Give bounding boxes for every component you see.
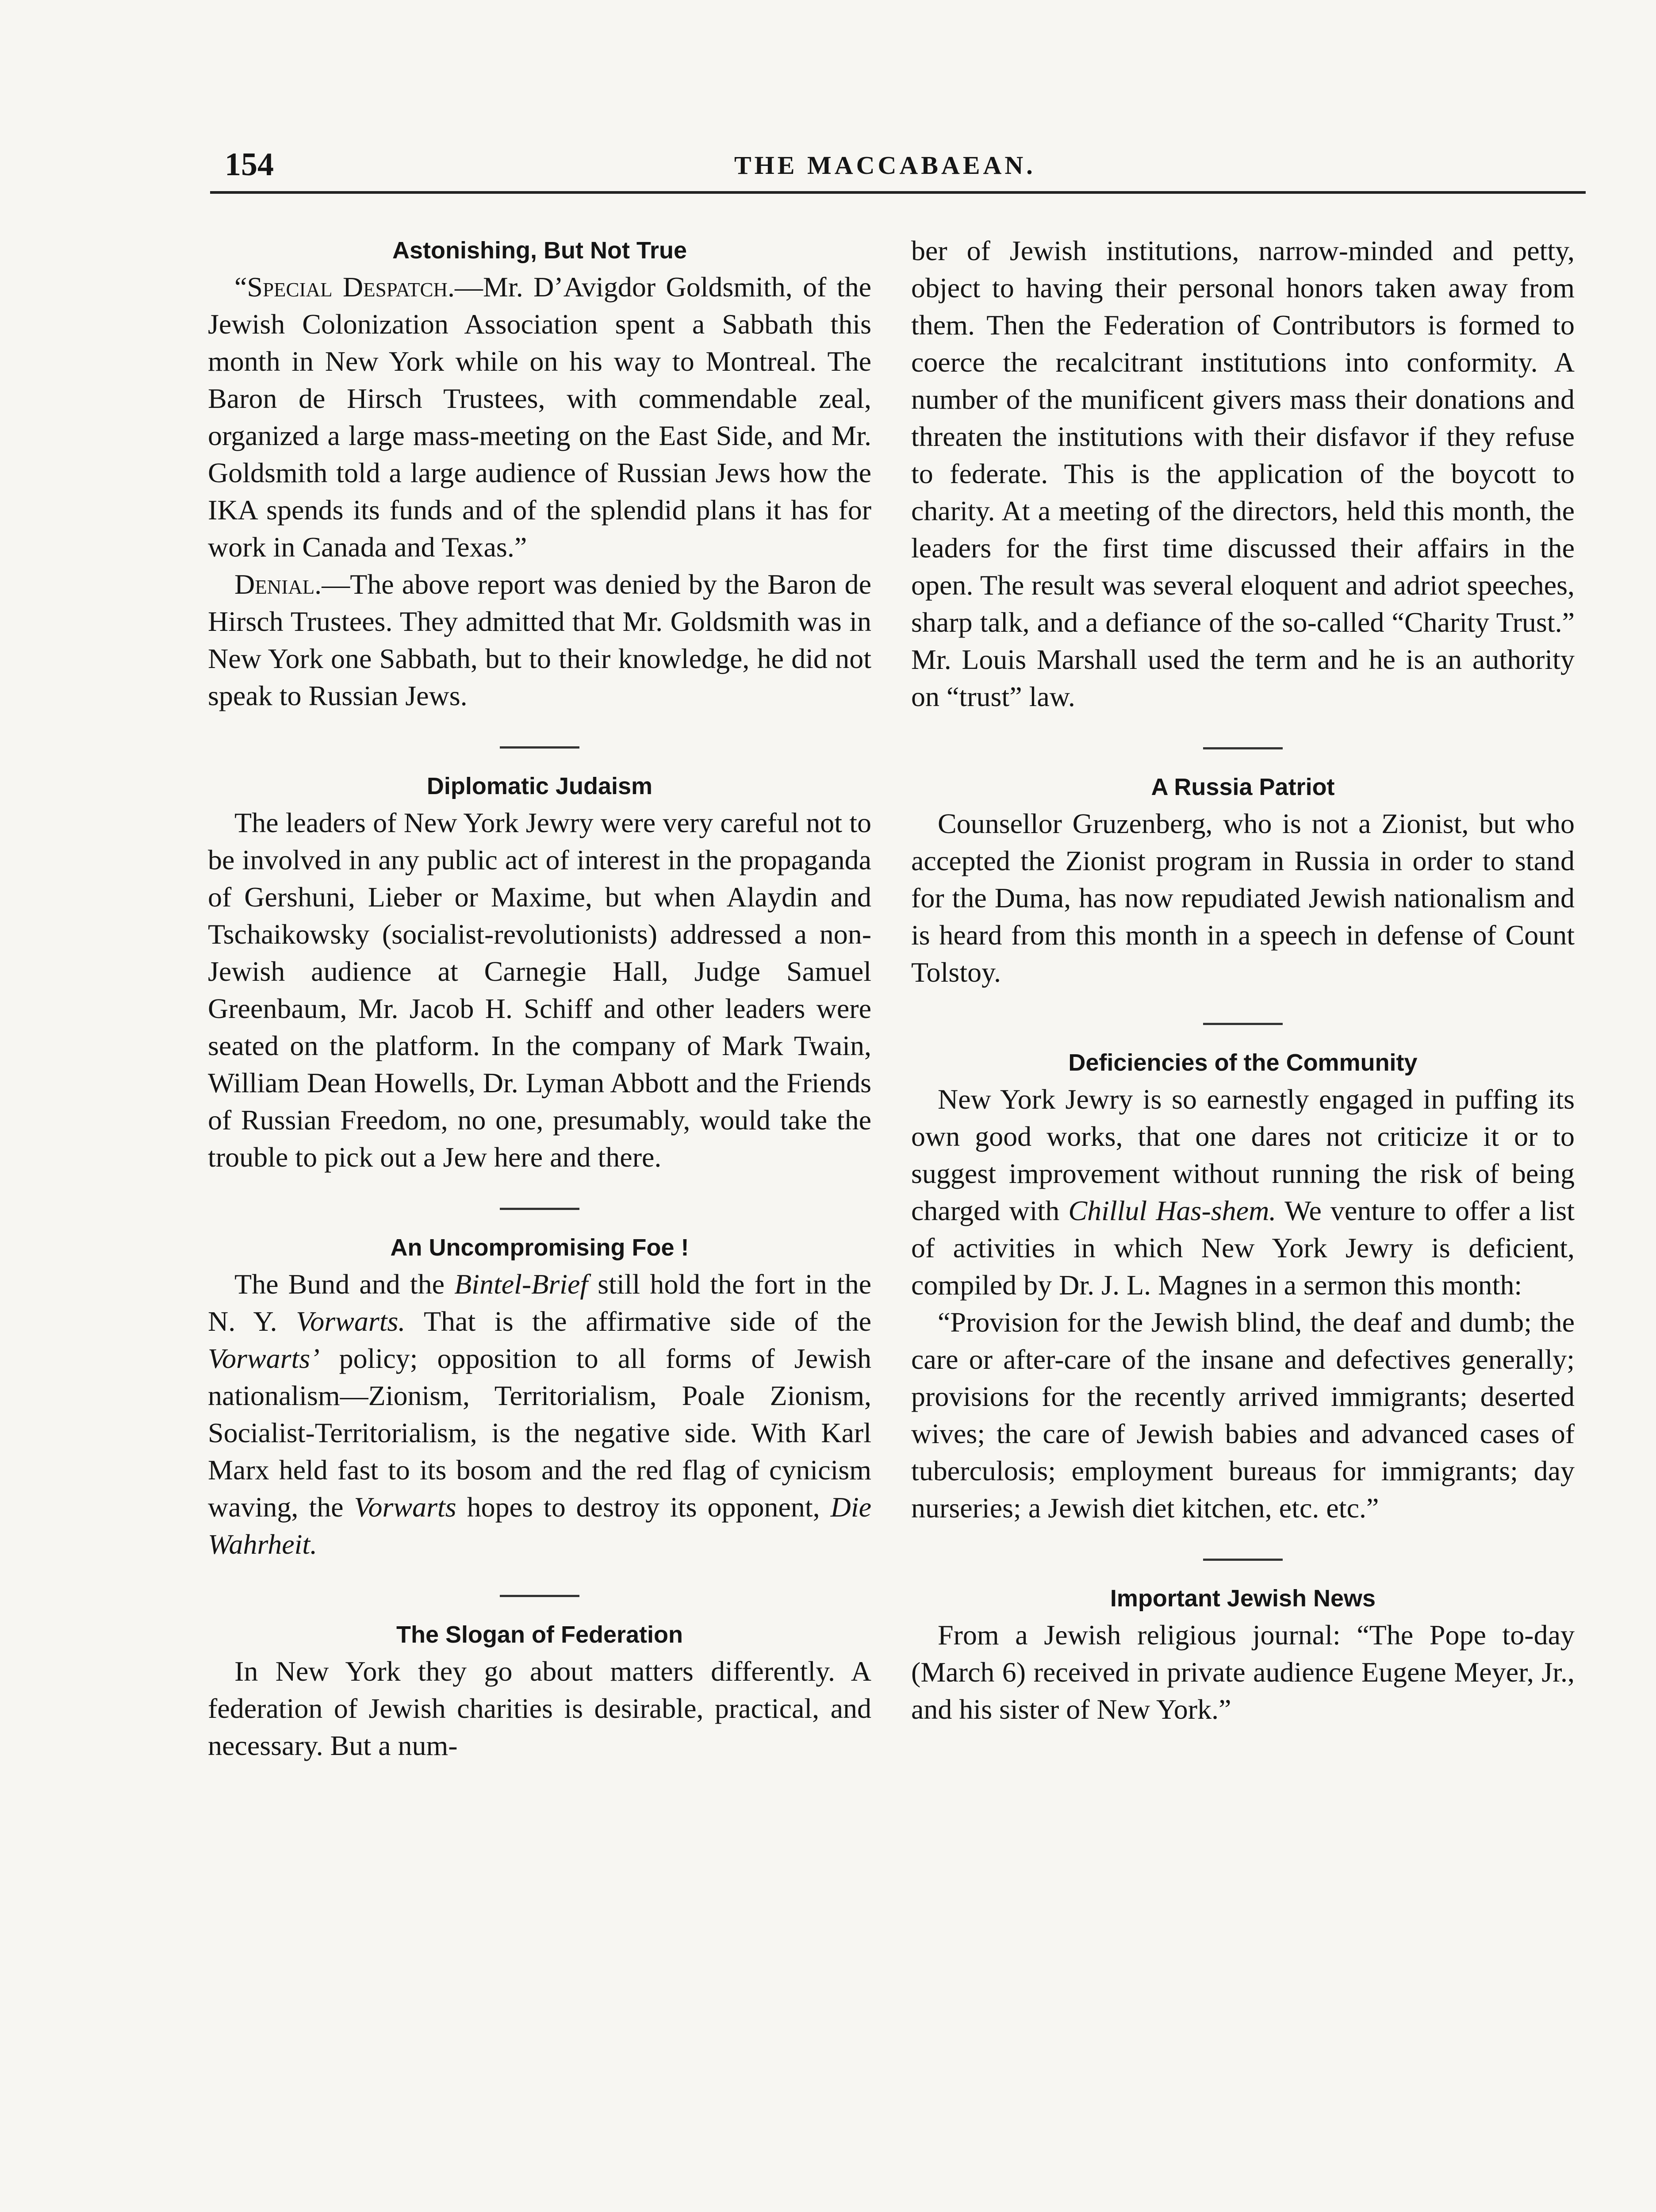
section-divider [500, 1595, 579, 1597]
italic-run: Die Wahrheit. [208, 1491, 872, 1560]
section-divider [500, 1208, 579, 1210]
paragraph-text: Counsellor Gruzenberg, who is not a Zionist, but who accepted the Zionist program in Russia in order to stand for the Duma, has now repudiated Jewish nationalism and is heard from this month in a speech in defense of Count Tolstoy. [911, 808, 1575, 988]
article-title: An Uncompromising Foe ! [390, 1234, 689, 1261]
special-despatch-label: Special Despatch. [247, 271, 455, 303]
paragraph [208, 269, 871, 566]
article-foe [208, 1229, 871, 1563]
paragraph-text: In New York they go about matters differently. A federation of Jewish charities is desirable, practical, and necessary. But a num- [208, 1655, 871, 1761]
article-deficiencies [911, 1045, 1575, 1527]
section-divider [1203, 1023, 1283, 1025]
text-run: That is the affirmative side of the [405, 1306, 872, 1337]
header-rule [210, 191, 1586, 194]
paragraph [208, 566, 871, 714]
article-important [911, 1580, 1575, 1728]
section-divider [1203, 747, 1283, 749]
paragraph [208, 1266, 871, 1563]
article-title: Deficiencies of the Community [1068, 1049, 1418, 1076]
right-column [911, 232, 1575, 1728]
text-run: The Bund and the [234, 1268, 455, 1300]
left-column [208, 232, 871, 1764]
article-title: The Slogan of Federation [396, 1621, 683, 1648]
italic-run: Vorwarts [354, 1491, 456, 1523]
article-title: Important Jewish News [1110, 1585, 1376, 1612]
section-divider [1203, 1559, 1283, 1561]
denial-label: Denial. [234, 568, 322, 600]
italic-run: Vorwarts. [296, 1306, 406, 1337]
text-run: still hold the fort in the N. Y. [208, 1268, 872, 1337]
text-run: New York Jewry is so earnestly engaged in puffing its own good works, that one dares not criticize it or to suggest improvement without running the risk of being charged with [911, 1083, 1575, 1226]
article-diplomatic [208, 768, 871, 1176]
italic-run: Bintel-Brief [454, 1268, 588, 1300]
article-title: Astonishing, But Not True [392, 237, 687, 264]
article-title: Diplomatic Judaism [426, 773, 653, 799]
italic-run: Vorwarts’ [208, 1343, 320, 1374]
paragraph-text: ber of Jewish institutions, narrow-minded and petty, object to having their personal honors taken away from them. Then the Federation of Contributors is formed to coerce the recalcitrant institutions into conformity. A number of the munificent givers mass their donations and threaten the institutions with their disfavor if they refuse to federate. This is the application of the boycott to charity. At a meeting of the directors, held this month, the leaders for the first time discussed their affairs in the open. The result was several eloquent and adriot speeches, sharp talk, and a defiance of the so-called “Charity Trust.” Mr. Louis Marshall used the term and he is an authority on “trust” law. [911, 235, 1575, 712]
page-number: 154 [225, 146, 274, 183]
paragraph-text: —The above report was denied by the Baron de Hirsch Trustees. They admitted that Mr. Goldsmith was in New York one Sabbath, but to their knowledge, he did not speak to Russian Jews. [208, 568, 871, 711]
paragraph-text: From a Jewish religious journal: “The Pope to-day (March 6) received in private audience Eugene Meyer, Jr., and his sister of New York.” [911, 1619, 1575, 1725]
section-divider [500, 746, 579, 749]
paragraph-text: —Mr. D’Avigdor Goldsmith, of the Jewish Colonization Association spent a Sabbath this month in New York while on his way to Montreal. The Baron de Hirsch Trustees, with commendable zeal, organized a large mass-meeting on the East Side, and Mr. Goldsmith told a large audience of Russian Jews how the IKA spends its funds and of the splendid plans it has for work in Canada and Texas.” [208, 271, 872, 563]
article-slogan-continued [911, 232, 1575, 715]
text-run: We venture to offer a list of activities in which New York Jewry is deficient, compiled by Dr. J. L. Magnes in a sermon this month: [911, 1195, 1575, 1301]
paragraph-text: The leaders of New York Jewry were very careful not to be involved in any public act of interest in the propaganda of Gershuni, Lieber or Maxime, but when Alaydin and Tschaikowsky (socialist-revolutionists) addressed a non-Jewish audience at Carnegie Hall, Judge Samuel Greenbaum, Mr. Jacob H. Schiff and other leaders were seated on the platform. In the company of Mark Twain, William Dean Howells, Dr. Lyman Abbott and the Friends of Russian Freedom, no one, presumably, would take the trouble to pick out a Jew here and there. [208, 807, 871, 1173]
text-run: policy; opposition to all forms of Jewish nationalism—Zionism, Territorialism, Poale Zionism, Socialist-Territorialism, is the negative side. With Karl Marx held fast to its bosom and the red flag of cynicism waving, the [208, 1343, 871, 1523]
article-slogan [208, 1617, 871, 1764]
article-title: A Russia Patriot [1151, 774, 1335, 800]
paragraph [911, 1081, 1575, 1304]
article-patriot [911, 769, 1575, 991]
quoted-list: “Provision for the Jewish blind, the deaf and dumb; the care or after-care of the insane and defectives generally; provisions for the recently arrived immigrants; deserted wives; the care of Jewish babies and advanced cases of tuberculosis; employment bureaus for immigrants; day nurseries; a Jewish diet kitchen, etc. etc.” [911, 1306, 1575, 1524]
italic-run: Chillul Has-shem. [1068, 1195, 1276, 1226]
running-head: THE MACCABAEAN. [734, 151, 1036, 180]
text-run: hopes to destroy its opponent, [456, 1491, 831, 1523]
open-quote: “ [234, 271, 247, 303]
article-astonishing [208, 232, 871, 714]
